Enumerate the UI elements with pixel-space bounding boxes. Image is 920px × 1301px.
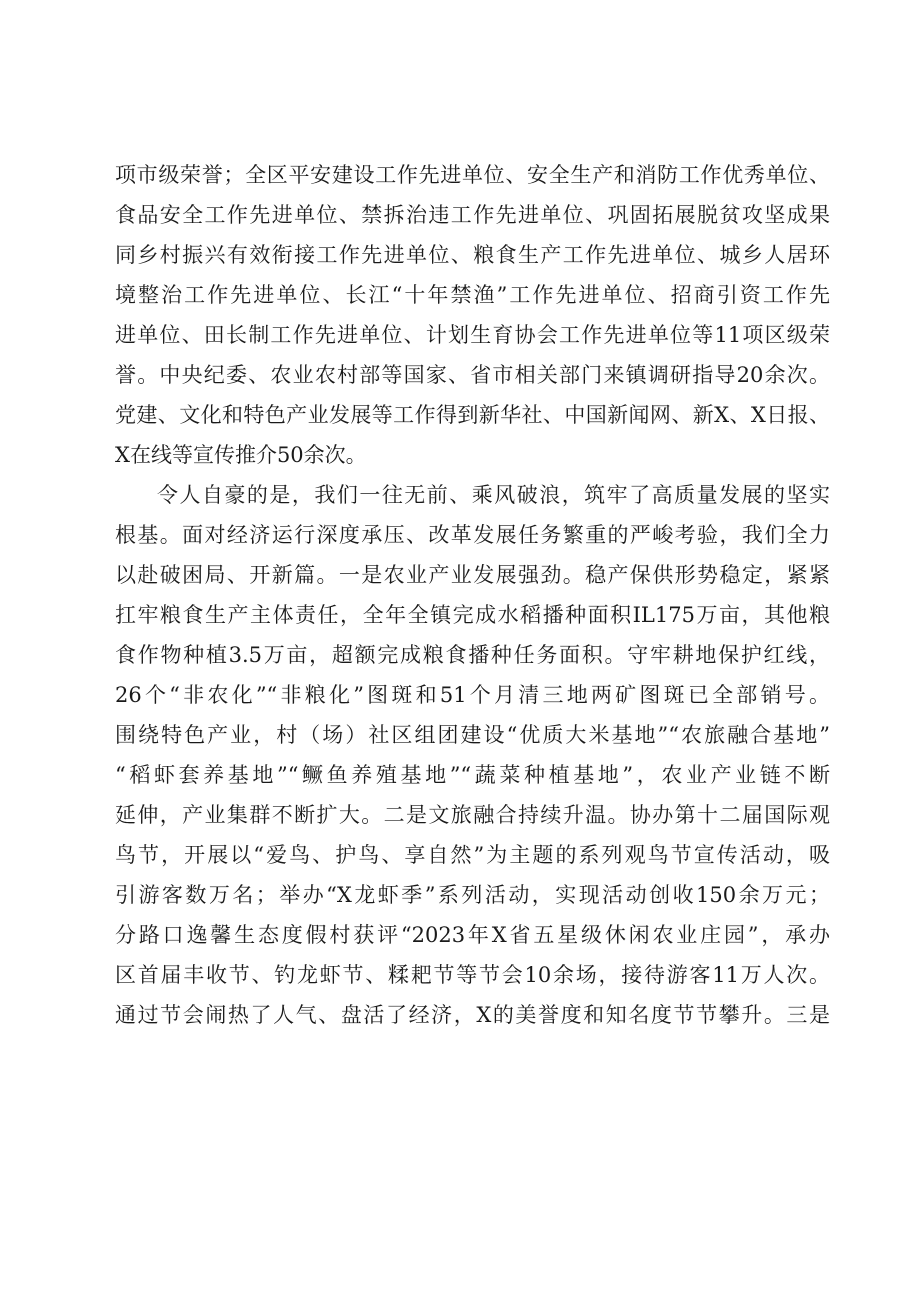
paragraph-line: 食作物种植3.5万亩，超额完成粮食播种任务面积。守牢耕地保护红线， <box>115 643 830 667</box>
paragraph-line: 根基。面对经济运行深度承压、改革发展任务繁重的严峻考验，我们全力 <box>115 523 830 547</box>
paragraph-line: 鸟节，开展以“爱鸟、护鸟、享自然”为主题的系列观鸟节宣传活动，吸 <box>115 843 830 867</box>
paragraph-line: 以赴破困局、开新篇。一是农业产业发展强劲。稳产保供形势稳定，紧紧 <box>115 563 830 587</box>
paragraph-line: 项市级荣誉；全区平安建设工作先进单位、安全生产和消防工作优秀单位、 <box>115 163 830 187</box>
paragraph-line: 26个“非农化”“非粮化”图斑和51个月清三地两矿图斑已全部销号。 <box>115 683 830 707</box>
paragraph-2 <box>115 475 830 1035</box>
paragraph-line: 境整治工作先进单位、长江“十年禁渔”工作先进单位、招商引资工作先 <box>115 283 830 307</box>
paragraph-line: “稻虾套养基地”“鳜鱼养殖基地”“蔬菜种植基地”，农业产业链不断 <box>115 763 830 787</box>
document-body <box>115 155 830 1035</box>
paragraph-line: 党建、文化和特色产业发展等工作得到新华社、中国新闻网、新X、X日报、 <box>115 403 830 427</box>
paragraph-line: 进单位、田长制工作先进单位、计划生育协会工作先进单位等11项区级荣 <box>115 323 830 347</box>
paragraph-line: 分路口逸馨生态度假村获评“2023年X省五星级休闲农业庄园”，承办 <box>115 923 830 947</box>
paragraph-line: 区首届丰收节、钓龙虾节、糅耙节等节会10余场，接待游客11万人次。 <box>115 963 830 987</box>
paragraph-line: 食品安全工作先进单位、禁拆治违工作先进单位、巩固拓展脱贫攻坚成果 <box>115 203 830 227</box>
paragraph-line: 引游客数万名；举办“X龙虾季”系列活动，实现活动创收150余万元； <box>115 883 830 907</box>
paragraph-line: X在线等宣传推介50余次。 <box>115 443 367 467</box>
paragraph-line: 同乡村振兴有效衔接工作先进单位、粮食生产工作先进单位、城乡人居环 <box>115 243 830 267</box>
paragraph-line: 围绕特色产业，村（场）社区组团建设“优质大米基地”“农旅融合基地” <box>115 723 830 747</box>
paragraph-line: 令人自豪的是，我们一往无前、乘风破浪，筑牢了高质量发展的坚实 <box>157 483 830 507</box>
paragraph-1 <box>115 155 830 475</box>
paragraph-line: 扛牢粮食生产主体责任，全年全镇完成水稻播种面积IL175万亩，其他粮 <box>115 603 830 627</box>
paragraph-line: 通过节会闹热了人气、盘活了经济，X的美誉度和知名度节节攀升。三是 <box>115 1003 830 1027</box>
paragraph-line: 誉。中央纪委、农业农村部等国家、省市相关部门来镇调研指导20余次。 <box>115 363 830 387</box>
paragraph-line: 延伸，产业集群不断扩大。二是文旅融合持续升温。协办第十二届国际观 <box>115 803 830 827</box>
